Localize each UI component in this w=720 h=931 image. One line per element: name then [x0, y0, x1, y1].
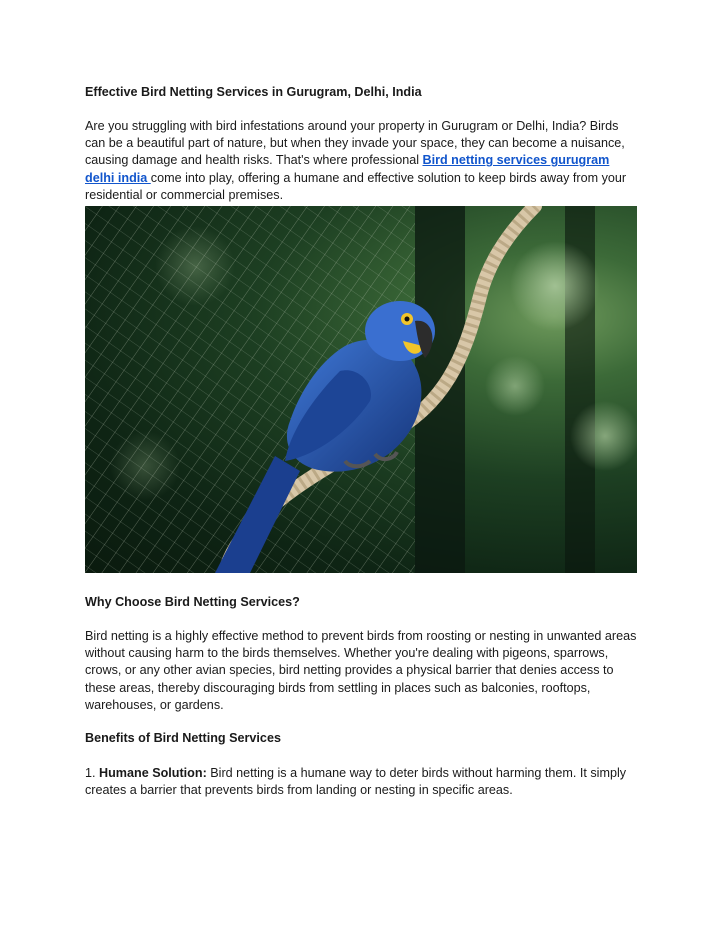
intro-text-after: come into play, offering a humane and effective solution to keep birds away from your residential or commercial premises. [85, 170, 627, 202]
section-heading-why: Why Choose Bird Netting Services? [85, 595, 300, 609]
section-heading-benefits: Benefits of Bird Netting Services [85, 731, 281, 745]
intro-paragraph [85, 118, 637, 204]
document-title: Effective Bird Netting Services in Gurugram, Delhi, India [85, 85, 422, 99]
intro-text-before: Are you struggling with bird infestations around your property in Gurugram or Delhi, India? Birds can be a beautiful part of nature, but when they invade your space, they can become a nuisance, causing damage and health risks. That's where professional [85, 119, 625, 168]
why-paragraph: Bird netting is a highly effective method to prevent birds from roosting or nesting in unwanted areas without causing harm to the birds themselves. Whether you're dealing with pigeons, sparrows, crows, or any other avian species, bird netting provides a physical barrier that denies access to these areas, thereby discouraging birds from settling in places such as balconies, rooftops, warehouses, or gardens. [85, 629, 637, 712]
benefit-number: 1. [85, 766, 100, 780]
benefit-text: Bird netting is a humane way to deter birds without harming them. It simply creates a barrier that prevents birds from landing or nesting in specific areas. [85, 766, 627, 798]
macaw-photo [85, 206, 637, 573]
bird-netting-link[interactable]: Bird netting services gurugram delhi india [85, 153, 610, 185]
benefit-label: Humane Solution: [99, 766, 207, 780]
benefit-item-1 [85, 765, 637, 799]
